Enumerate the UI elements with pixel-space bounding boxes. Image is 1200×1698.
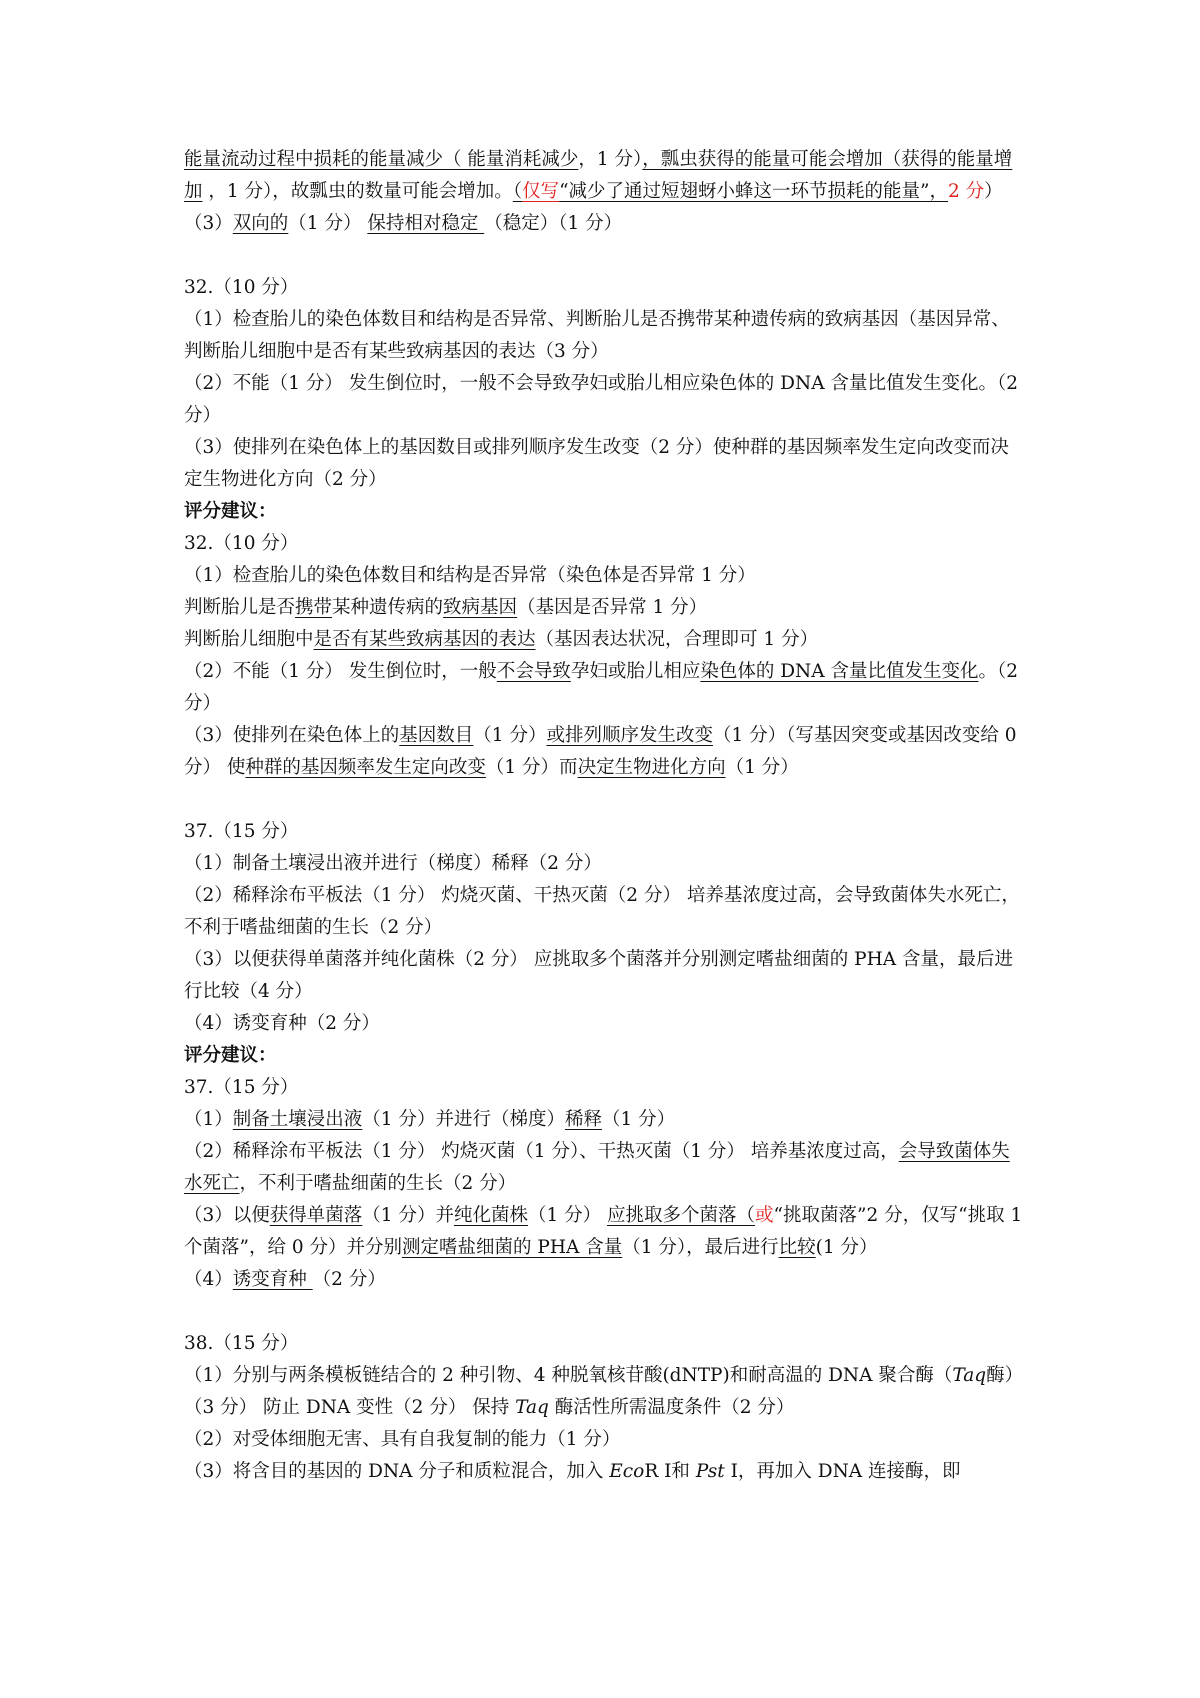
- text-run: 37.（15 分）: [184, 1077, 299, 1098]
- text-run: 孕妇或胎儿相应: [570, 661, 701, 682]
- text-run: （2）不能（1 分） 发生倒位时，一般: [184, 661, 497, 682]
- text-run: 应挑取多个菌落（: [607, 1205, 756, 1226]
- text-run: ，1 分），故瓢虫的数量可能会增加。: [202, 181, 513, 202]
- text-run: （2）不能（1 分） 发生倒位时，一般不会导致孕妇或胎儿相应染色体的 DNA 含量比值发生变化。（2 分）: [184, 373, 1018, 426]
- text-run: （1）检查胎儿的染色体数目和结构是否异常、判断胎儿是否携带某种遗传病的致病基因（基因异常、判断胎儿细胞中是否有某些致病基因的表达（3 分）: [184, 309, 1010, 362]
- text-run: Taq: [515, 1397, 549, 1418]
- text-run: 评分建议：: [184, 1045, 277, 1066]
- q37-3: [184, 944, 1024, 1008]
- q37b-header: [184, 1072, 1024, 1104]
- text-run: ，瓢虫获得的能量可能会增加（获得的能量增加: [184, 149, 1013, 202]
- text-run: 38.（15 分）: [184, 1333, 299, 1354]
- text-run: 是否有某些致病基因的表达: [313, 629, 536, 650]
- q37b-3: [184, 1200, 1024, 1264]
- text-run: 评分建议：: [184, 501, 277, 522]
- text-run: 酶）（3 分） 防止 DNA 变性（2 分） 保持: [184, 1365, 1024, 1418]
- text-run: （1）分别与两条模板链结合的 2 种引物、4 种脱氧核苷酸(dNTP)和耐高温的 DNA 聚合酶（: [184, 1365, 953, 1386]
- text-run: 酶活性所需温度条件（2 分）: [548, 1397, 795, 1418]
- text-run: 不会导致: [496, 661, 571, 682]
- text-run: （4）诱变育种（2 分）: [184, 1013, 380, 1034]
- text-run: （2）对受体细胞无害、具有自我复制的能力（1 分）: [184, 1429, 621, 1450]
- text-run: （1 分）: [473, 725, 547, 746]
- text-run: （1 分）并: [362, 1205, 454, 1226]
- q32-advice-title: [184, 496, 1024, 528]
- text-run: ，1 分）: [578, 149, 643, 170]
- text-run: 种群的基因频率发生定向改变: [245, 757, 486, 778]
- text-run: Taq: [952, 1365, 987, 1386]
- section-gap: [184, 240, 1024, 272]
- q37-2: [184, 880, 1024, 944]
- text-run: 或: [755, 1205, 774, 1226]
- q32b-2: [184, 656, 1024, 720]
- text-run: 染色体的 DNA 含量比值发生变化: [700, 661, 979, 682]
- q37-advice-title: [184, 1040, 1024, 1072]
- answer-key-page: [184, 144, 1024, 1488]
- q31-3: [184, 208, 1024, 240]
- q37b-4: [184, 1264, 1024, 1296]
- text-run: ，不利于嗜盐细菌的生长（2 分）: [239, 1173, 517, 1194]
- q32b-header: [184, 528, 1024, 560]
- text-run: 比较: [778, 1237, 816, 1258]
- text-run: 致病基因: [443, 597, 518, 618]
- text-run: “减少了通过短翅蚜小蜂这一环节损耗的能量”，: [559, 181, 949, 202]
- q32b-1b: [184, 592, 1024, 624]
- text-run: Ⅰ，再加入 DNA 连接酶，即: [724, 1461, 961, 1482]
- text-run: （2 分）: [312, 1269, 386, 1290]
- text-run: 2 分: [948, 181, 985, 202]
- section-gap: [184, 784, 1024, 816]
- text-run: 37.（15 分）: [184, 821, 299, 842]
- text-run: “挑取菌落”2 分，仅写“挑取 1 个菌落”，给 0 分）并分别: [184, 1205, 1023, 1258]
- q38-3: [184, 1456, 1024, 1488]
- text-run: （1 分）并进行（梯度）: [362, 1109, 565, 1130]
- text-run: （3）将含目的基因的 DNA 分子和质粒混合，加入: [184, 1461, 610, 1482]
- text-run: （3）使排列在染色体上的基因数目或排列顺序发生改变（2 分）使种群的基因频率发生定向改变而决定生物进化方向（2 分）: [184, 437, 1009, 490]
- text-run: （基因表达状况，合理即可 1 分）: [535, 629, 819, 650]
- text-run: R Ⅰ和: [644, 1461, 696, 1482]
- text-run: 双向的: [232, 213, 289, 234]
- text-run: （3）: [184, 213, 233, 234]
- text-run: （1 分）: [725, 757, 799, 778]
- q37-1: [184, 848, 1024, 880]
- text-run: （1 分）而: [485, 757, 578, 778]
- text-run: 判断胎儿是否: [184, 597, 296, 618]
- q38-2: [184, 1424, 1024, 1456]
- text-run: Pst: [695, 1461, 725, 1482]
- text-run: 或排列顺序发生改变: [546, 725, 713, 746]
- q37-header: [184, 816, 1024, 848]
- text-run: （1）: [184, 1109, 233, 1130]
- text-run: 32.（10 分）: [184, 533, 299, 554]
- text-run: （4）: [184, 1269, 233, 1290]
- text-run: ）: [984, 181, 1003, 202]
- text-run: 32.（10 分）: [184, 277, 299, 298]
- text-run: 诱变育种: [232, 1269, 313, 1290]
- text-run: 保持相对稳定: [367, 213, 485, 234]
- q32b-1a: [184, 560, 1024, 592]
- q32-header: [184, 272, 1024, 304]
- q32b-1c: [184, 624, 1024, 656]
- text-run: （1 分）: [288, 213, 368, 234]
- q37b-1: [184, 1104, 1024, 1136]
- q32-1: [184, 304, 1024, 368]
- q37b-2: [184, 1136, 1024, 1200]
- text-run: 制备土壤浸出液: [232, 1109, 363, 1130]
- text-run: （1 分）: [527, 1205, 608, 1226]
- text-run: （稳定）（1 分）: [484, 213, 623, 234]
- text-run: （: [512, 181, 523, 202]
- text-run: （1 分）（写基因突变或基因改变给 0 分） 使: [184, 725, 1017, 778]
- text-run: （2）稀释涂布平板法（1 分） 灼烧灭菌、干热灭菌（2 分） 培养基浓度过高，会导致菌体失水死亡，不利于嗜盐细菌的生长（2 分）: [184, 885, 1020, 938]
- text-run: 稀释: [564, 1109, 602, 1130]
- text-run: （3）以便: [184, 1205, 270, 1226]
- text-run: 某种遗传病的: [332, 597, 444, 618]
- text-run: 能量流动过程中损耗的能量减少（ 能量消耗减少: [184, 149, 579, 170]
- text-run: Eco: [609, 1461, 645, 1482]
- text-run: （2）稀释涂布平板法（1 分） 灼烧灭菌（1 分）、干热灭菌（1 分） 培养基浓度过高，: [184, 1141, 899, 1162]
- text-run: 获得单菌落: [269, 1205, 363, 1226]
- text-run: (1 分）: [815, 1237, 878, 1258]
- text-run: 会导致菌体失水死亡: [184, 1141, 1010, 1194]
- text-run: 携带: [295, 597, 333, 618]
- q37-4: [184, 1008, 1024, 1040]
- text-run: 判断胎儿细胞中: [184, 629, 314, 650]
- text-run: 。（2 分）: [184, 661, 1019, 714]
- text-run: （1）制备土壤浸出液并进行（梯度）稀释（2 分）: [184, 853, 602, 874]
- text-run: （3）使排列在染色体上的: [184, 725, 400, 746]
- q32b-3: [184, 720, 1024, 784]
- text-run: 纯化菌株: [453, 1205, 528, 1226]
- text-run: （3）以便获得单菌落并纯化菌株（2 分） 应挑取多个菌落并分别测定嗜盐细菌的 PHA 含量，最后进行比较（4 分）: [184, 949, 1014, 1002]
- text-run: （1 分）: [601, 1109, 676, 1130]
- section-gap: [184, 1296, 1024, 1328]
- text-run: （1）检查胎儿的染色体数目和结构是否异常（染色体是否异常 1 分）: [184, 565, 756, 586]
- q38-header: [184, 1328, 1024, 1360]
- text-run: 仅写: [522, 181, 560, 202]
- q38-1: [184, 1360, 1024, 1424]
- text-run: （基因是否异常 1 分）: [517, 597, 708, 618]
- text-run: 决定生物进化方向: [577, 757, 726, 778]
- q32-2: [184, 368, 1024, 432]
- q32-3: [184, 432, 1024, 496]
- text-run: 基因数目: [399, 725, 474, 746]
- text-run: （1 分），最后进行: [622, 1237, 779, 1258]
- q31-2-cont: [184, 144, 1024, 208]
- text-run: 测定嗜盐细菌的 PHA 含量: [402, 1237, 623, 1258]
